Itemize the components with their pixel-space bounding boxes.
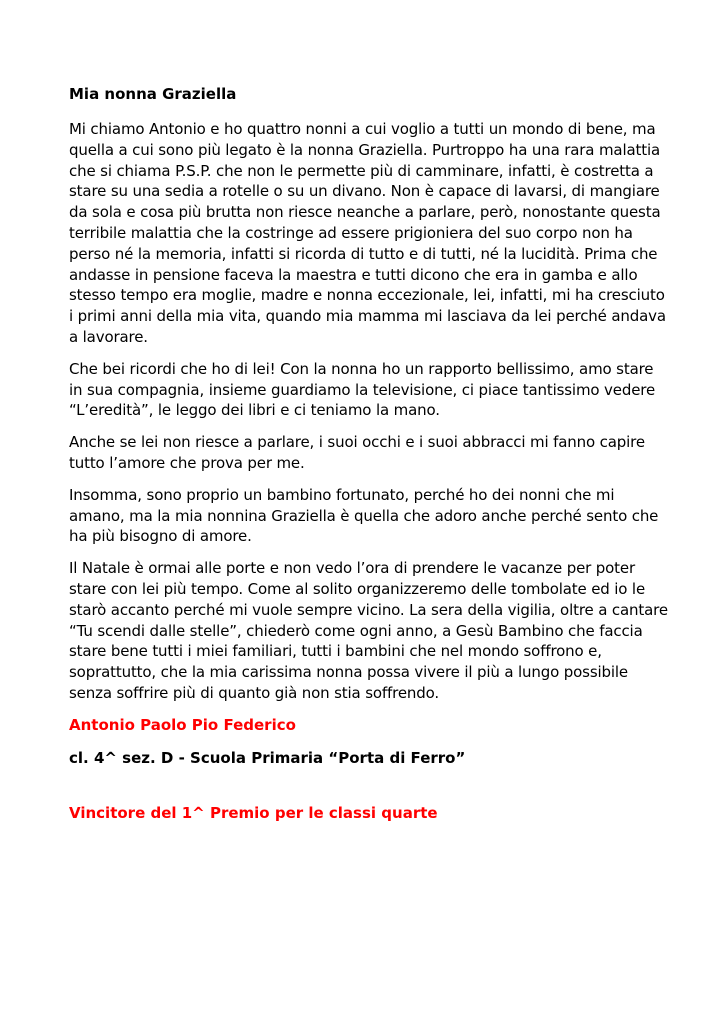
paragraph-2: Che bei ricordi che ho di lei! Con la nonna ho un rapporto bellissimo, amo stare in sua compagnia, insieme guardiamo la televisione, ci piace tantissimo vedere “L’eredità”, le leggo dei libri e ci teniamo la mano. [69, 359, 656, 420]
paragraph-3: Anche se lei non riesce a parlare, i suoi occhi e i suoi abbracci mi fanno capire tutto l’amore che prova per me. [69, 433, 645, 472]
author-name: Antonio Paolo Pio Federico [69, 715, 296, 734]
paragraph-5: Il Natale è ormai alle porte e non vedo l’ora di prendere le vacanze per poter stare con lei più tempo. Come al solito organizzeremo delle tombolate ed io le starò accanto perché mi vuole sempre vicino. La sera della vigilia, oltre a cantare “Tu scendi dalle stelle”, chiederò come ogni anno, a Gesù Bambino che faccia stare bene tutti i miei familiari, tutti i bambini che nel mondo soffrono e, soprattutto, che la mia carissima nonna possa vivere il più a lungo possibile senza soffrire più di quanto già non stia soffrendo. [69, 559, 668, 702]
paragraph-4: Insomma, sono proprio un bambino fortunato, perché ho dei nonni che mi amano, ma la mia nonnina Graziella è quella che adoro anche perché sento che ha più bisogno di amore. [69, 485, 659, 546]
paragraph-1: Mi chiamo Antonio e ho quattro nonni a cui voglio a tutti un mondo di bene, ma quella a cui sono più legato è la nonna Graziella. Purtroppo ha una rara malattia che si chiama P.S.P. che non le permette più di camminare, infatti, è costretta a stare su una sedia a rotelle o su un divano. Non è capace di lavarsi, di mangiare da sola e cosa più brutta non riesce neanche a parlare, però, nonostante questa terribile malattia che la costringe ad essere prigioniera del suo corpo non ha perso né la memoria, infatti si ricorda di tutto e di tutti, né la lucidità. Prima che andasse in pensione faceva la maestra e tutti dicono che era in gamba e allo stesso tempo era moglie, madre e nonna eccezionale, lei, infatti, mi ha cresciuto i primi anni della mia vita, quando mia mamma mi lasciava da lei perché andava a lavorare. [69, 120, 666, 346]
document-title: Mia nonna Graziella [69, 85, 237, 103]
prize-note: Vincitore del 1^ Premio per le classi quarte [69, 803, 438, 822]
class-info: cl. 4^ sez. D - Scuola Primaria “Porta di Ferro” [69, 748, 466, 767]
document-page [69, 84, 669, 824]
